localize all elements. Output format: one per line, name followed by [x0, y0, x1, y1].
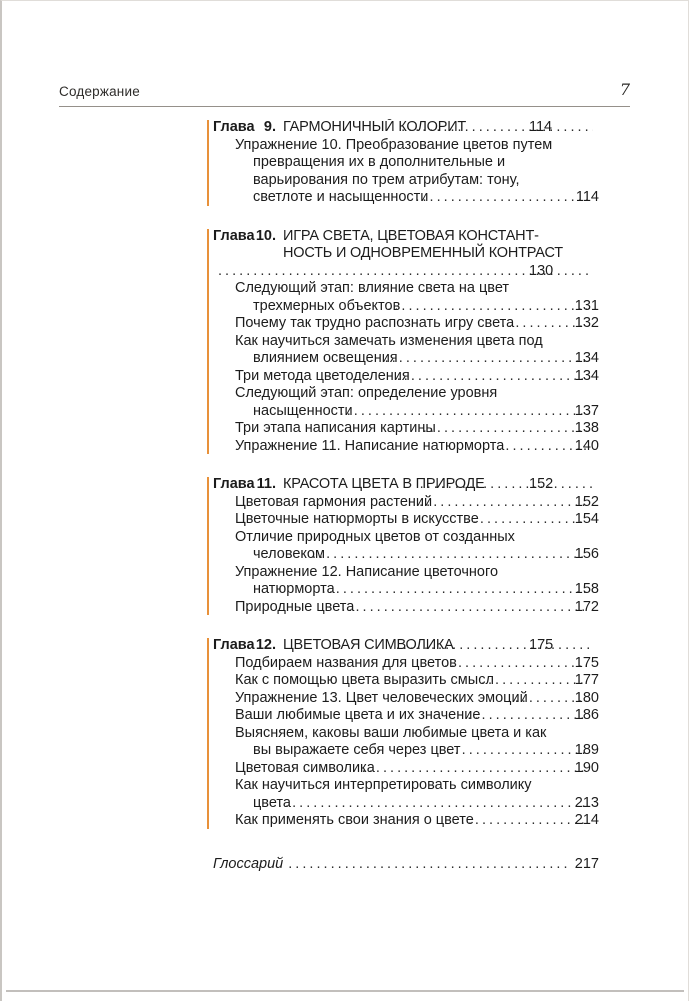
entry-title: Как применять свои знания о цвете . . . — [235, 812, 479, 828]
toc-chapter — [207, 119, 599, 207]
entry-page-number: 172 — [574, 598, 599, 615]
entry-page-number: 134 — [574, 350, 599, 366]
chapter-heading — [213, 637, 599, 655]
toc-entry — [235, 137, 599, 207]
chapter-entries — [213, 655, 599, 830]
entry-page-number: 189 — [574, 742, 599, 758]
chapter-accent-bar — [207, 477, 209, 615]
toc-entry — [235, 812, 599, 830]
entry-page-number: 132 — [574, 315, 599, 331]
entry-title: Подбираем названия для цветов . . . — [235, 655, 462, 671]
glossary-title: Глоссарий . . . — [213, 856, 288, 872]
toc-entry — [235, 315, 599, 333]
chapter-accent-bar — [207, 638, 209, 829]
chapter-label-word: Глава — [213, 119, 255, 135]
entry-title: Выясняем, каковы ваши любимые цвета и как вы выражаете себя через цвет . . . — [235, 725, 546, 759]
entry-title: Следующий этап: влияние света на цвет трехмерных объектов . . . — [235, 280, 509, 314]
entry-page-number: 114 — [575, 189, 599, 205]
toc-entry — [235, 760, 599, 778]
toc-entry — [235, 599, 599, 617]
chapter-heading — [213, 476, 599, 494]
toc-entry — [235, 420, 599, 438]
entry-page-number: 156 — [574, 546, 599, 562]
chapter-label — [213, 228, 283, 246]
chapter-label-number: 10. — [255, 227, 276, 244]
chapter-label-word: Глава — [213, 227, 255, 244]
entry-title: Упражнение 12. Написание цветочного натюрморта . . . — [235, 564, 498, 598]
entry-title: Природные цвета . . . — [235, 599, 359, 615]
entry-page-number: 131 — [574, 297, 599, 314]
chapter-label — [213, 637, 283, 655]
entry-title: Цветовая гармония растений . . . — [235, 494, 437, 510]
entry-title: Цветочные натюрморты в искусстве . . . — [235, 511, 484, 527]
chapter-page-number: 175 — [593, 637, 599, 655]
entry-title: Цветовая символика . . . — [235, 760, 380, 776]
chapter-entries — [213, 280, 599, 455]
chapter-title: ГАРМОНИЧНЫЙ КОЛОРИТ . . . — [283, 119, 471, 135]
chapter-entries — [213, 494, 599, 617]
toc-entry — [235, 564, 599, 599]
chapter-heading — [213, 119, 599, 137]
toc-entry — [235, 494, 599, 512]
entry-page-number: 140 — [574, 437, 599, 454]
toc-chapter — [207, 228, 599, 456]
chapter-page-number: 152 — [593, 476, 599, 494]
chapter-label-word: Глава — [213, 476, 255, 492]
chapter-title: ЦВЕТОВАЯ СИМВОЛИКА . . . — [283, 637, 459, 653]
chapter-page-number: 114 — [593, 119, 599, 137]
chapter-label — [213, 476, 283, 494]
toc-entry — [235, 777, 599, 812]
chapter-title: ИГРА СВЕТА, ЦВЕТОВАЯ КОНСТАНТ-НОСТЬ И ОДНОВРЕМЕННЫЙ КОНТРАСТ . . . — [283, 228, 563, 279]
entry-title: Три метода цветоделения . . . — [235, 368, 415, 384]
entry-title: Следующий этап: определение уровня насыщенности . . . — [235, 385, 497, 419]
toc-chapter — [207, 637, 599, 830]
chapter-label-number: 11. — [256, 476, 276, 492]
chapter-accent-bar — [207, 229, 209, 455]
chapter-page-number: 130 — [593, 263, 599, 281]
entry-title: Три этапа написания картины . . . — [235, 420, 441, 436]
chapter-title: КРАСОТА ЦВЕТА В ПРИРОДЕ . . . — [283, 476, 490, 492]
chapters-list — [207, 119, 599, 830]
toc-entry — [235, 385, 599, 420]
entry-page-number: 175 — [574, 654, 599, 671]
toc-entry — [235, 333, 599, 368]
scan-edge-shadow — [6, 990, 684, 992]
entry-page-number: 186 — [574, 707, 599, 723]
chapter-accent-bar — [207, 120, 209, 206]
entry-title: Как научиться замечать изменения цвета под влиянием освещения . . . — [235, 333, 543, 367]
glossary-page-number: 217 — [569, 856, 599, 874]
entry-page-number: 214 — [574, 812, 599, 828]
page-header — [59, 1, 630, 107]
entry-page-number: 190 — [574, 759, 599, 776]
entry-title: Как научиться интерпретировать символику цвета . . . — [235, 777, 532, 811]
toc-entry — [235, 725, 599, 760]
entry-title: Как с помощью цвета выразить смысл . . . — [235, 672, 499, 688]
chapter-label-number: 9. — [263, 119, 276, 135]
entry-page-number: 180 — [574, 689, 599, 706]
entry-page-number: 138 — [574, 420, 599, 436]
page-number: 7 — [619, 80, 630, 99]
entry-page-number: 154 — [574, 511, 599, 527]
chapter-heading — [213, 228, 599, 281]
toc-chapter — [207, 476, 599, 616]
toc-entry — [235, 529, 599, 564]
entry-page-number: 158 — [574, 581, 599, 597]
chapter-entries — [213, 137, 599, 207]
toc-entry — [235, 368, 599, 386]
entry-title: Упражнение 10. Преобразование цветов путем превращения их в дополнительные и варьирования по трем атрибутам: тону, светлоте и насыщенности . . . — [235, 137, 552, 206]
chapter-label — [213, 119, 283, 137]
entry-page-number: 152 — [574, 493, 599, 510]
entry-page-number: 213 — [574, 794, 599, 811]
entry-title: Ваши любимые цвета и их значение . . . — [235, 707, 485, 723]
toc-entry — [235, 707, 599, 725]
toc-entry — [235, 655, 599, 673]
toc-entry — [235, 280, 599, 315]
entry-page-number: 134 — [574, 367, 599, 384]
table-of-contents — [207, 119, 599, 873]
entry-title: Почему так трудно распознать игру света . . . — [235, 315, 519, 331]
toc-entry — [235, 438, 599, 456]
entry-title: Упражнение 13. Цвет человеческих эмоций . . . — [235, 690, 533, 706]
entry-title: Отличие природных цветов от созданных человеком . . . — [235, 529, 515, 563]
toc-entry — [235, 511, 599, 529]
entry-page-number: 137 — [574, 402, 599, 419]
chapter-label-number: 12. — [255, 637, 276, 653]
glossary-entry — [213, 856, 599, 874]
toc-entry — [235, 672, 599, 690]
entry-page-number: 177 — [574, 672, 599, 688]
toc-entry — [235, 690, 599, 708]
chapter-label-word: Глава — [213, 637, 255, 653]
entry-title: Упражнение 11. Написание натюрморта . . . — [235, 438, 509, 454]
running-head-title: Содержание — [59, 84, 140, 99]
